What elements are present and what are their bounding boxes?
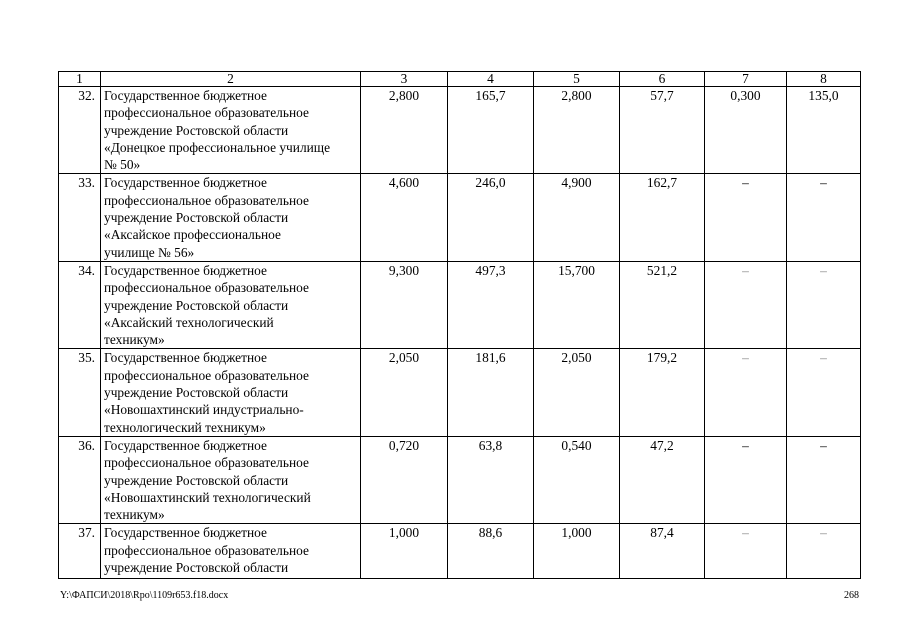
institution-name: Государственное бюджетное профессиональное образовательное учреждение Ростовской области «Аксайское профессиональное училище № 56» (101, 174, 361, 261)
footer-file-path: Y:\ФАПСИ\2018\Rpo\1109r653.f18.docx (60, 590, 229, 601)
institution-name: Государственное бюджетное профессиональное образовательное учреждение Ростовской области «Новошахтинский индустриально- технологический техникум» (101, 349, 361, 436)
dash-cell (787, 261, 861, 348)
header-cell: 3 (361, 72, 448, 87)
header-cell: 1 (59, 72, 101, 87)
dash-text: – (742, 262, 749, 278)
header-cell: 6 (620, 72, 705, 87)
header-row (59, 72, 861, 87)
dash-text: – (820, 350, 827, 366)
value-cell: 246,0 (448, 174, 534, 261)
value-cell: 135,0 (787, 87, 861, 174)
value-cell: 179,2 (620, 349, 705, 436)
table-row (59, 87, 861, 174)
value-cell: 497,3 (448, 261, 534, 348)
value-cell: 0,720 (361, 436, 448, 523)
table-row (59, 436, 861, 523)
value-cell: 2,800 (361, 87, 448, 174)
value-cell: 2,050 (534, 349, 620, 436)
institution-name: Государственное бюджетное профессиональное образовательное учреждение Ростовской области «Донецкое профессиональное училище № 50» (101, 87, 361, 174)
table-row (59, 524, 861, 579)
value-cell: 181,6 (448, 349, 534, 436)
dash-cell: – (787, 174, 861, 261)
row-number: 34. (59, 261, 101, 348)
row-number: 35. (59, 349, 101, 436)
value-cell: 88,6 (448, 524, 534, 579)
value-cell: 4,600 (361, 174, 448, 261)
dash-cell (787, 524, 861, 579)
value-cell: 165,7 (448, 87, 534, 174)
row-number: 37. (59, 524, 101, 579)
value-cell: 4,900 (534, 174, 620, 261)
institution-name: Государственное бюджетное профессиональное образовательное учреждение Ростовской области «Новошахтинский технологический техникум» (101, 436, 361, 523)
dash-cell: – (705, 436, 787, 523)
footer-page-number: 268 (844, 590, 859, 601)
dash-cell (705, 524, 787, 579)
header-cell: 5 (534, 72, 620, 87)
table-row (59, 349, 861, 436)
value-cell: 2,050 (361, 349, 448, 436)
table-row (59, 261, 861, 348)
value-cell: 1,000 (361, 524, 448, 579)
row-number: 36. (59, 436, 101, 523)
dash-text: – (820, 262, 827, 278)
dash-text: – (820, 525, 827, 541)
value-cell: 1,000 (534, 524, 620, 579)
value-cell: 87,4 (620, 524, 705, 579)
institution-name: Государственное бюджетное профессиональное образовательное учреждение Ростовской области (101, 524, 361, 579)
value-cell: 9,300 (361, 261, 448, 348)
row-number: 33. (59, 174, 101, 261)
header-cell: 8 (787, 72, 861, 87)
header-cell: 7 (705, 72, 787, 87)
value-cell: 57,7 (620, 87, 705, 174)
dash-cell (705, 261, 787, 348)
value-cell: 162,7 (620, 174, 705, 261)
value-cell: 47,2 (620, 436, 705, 523)
dash-cell (787, 349, 861, 436)
value-cell: 521,2 (620, 261, 705, 348)
value-cell: 15,700 (534, 261, 620, 348)
table-row (59, 174, 861, 261)
header-cell: 4 (448, 72, 534, 87)
value-cell: 2,800 (534, 87, 620, 174)
value-cell: 0,540 (534, 436, 620, 523)
institution-name: Государственное бюджетное профессиональное образовательное учреждение Ростовской области «Аксайский технологический техникум» (101, 261, 361, 348)
dash-text: – (742, 525, 749, 541)
dash-text: – (742, 350, 749, 366)
dash-cell: – (787, 436, 861, 523)
value-cell: 0,300 (705, 87, 787, 174)
value-cell: 63,8 (448, 436, 534, 523)
row-number: 32. (59, 87, 101, 174)
dash-cell: – (705, 174, 787, 261)
header-cell: 2 (101, 72, 361, 87)
dash-cell (705, 349, 787, 436)
budget-table (58, 71, 861, 579)
